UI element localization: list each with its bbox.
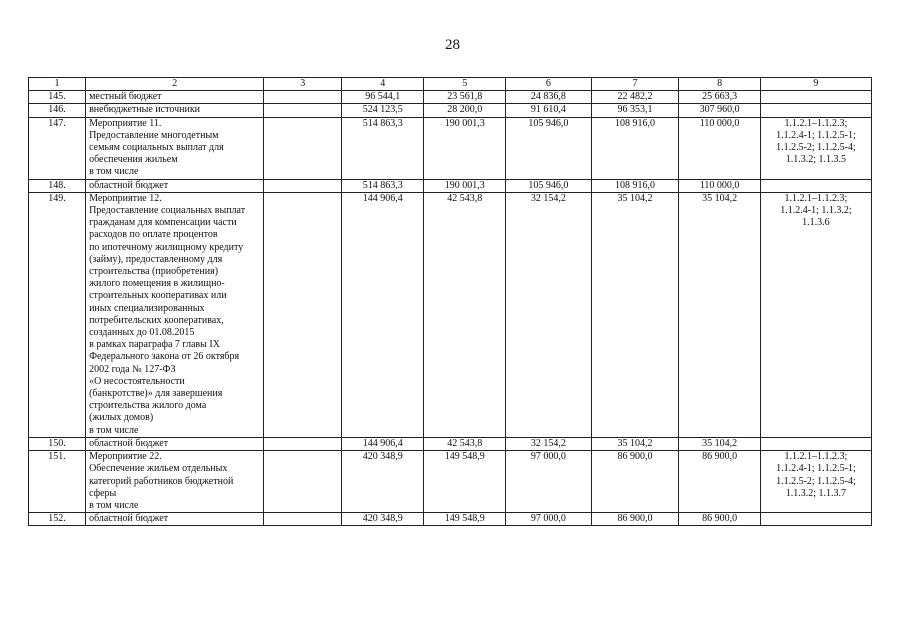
table-row: [29, 91, 872, 104]
column-header: 4: [341, 78, 424, 91]
row-value-4: 420 348,9: [341, 451, 424, 513]
row-value-8: 307 960,0: [679, 104, 761, 117]
row-references: [760, 513, 871, 526]
row-references: [760, 179, 871, 192]
row-description: местный бюджет: [86, 91, 264, 104]
row-value-6: 97 000,0: [506, 451, 592, 513]
row-value-8: 110 000,0: [679, 179, 761, 192]
row-number: 151.: [29, 451, 86, 513]
row-number: 152.: [29, 513, 86, 526]
row-references: 1.1.2.1–1.1.2.3; 1.1.2.4-1; 1.1.2.5-1; 1.1.2.5-2; 1.1.2.5-4; 1.1.3.2; 1.1.3.7: [760, 451, 871, 513]
row-description: областной бюджет: [86, 437, 264, 450]
row-column-3: [264, 192, 341, 437]
row-value-6: 91 610,4: [506, 104, 592, 117]
row-value-5: 28 200,0: [424, 104, 506, 117]
row-number: 147.: [29, 117, 86, 179]
row-value-8: 86 900,0: [679, 451, 761, 513]
row-value-6: 97 000,0: [506, 513, 592, 526]
row-value-6: 32 154,2: [506, 192, 592, 437]
row-column-3: [264, 104, 341, 117]
column-header: 5: [424, 78, 506, 91]
row-value-7: 108 916,0: [591, 179, 679, 192]
row-column-3: [264, 179, 341, 192]
table-row: [29, 437, 872, 450]
row-description: Мероприятие 11. Предоставление многодетным семьям социальных выплат для обеспечения жильем в том числе: [86, 117, 264, 179]
row-value-5: 190 001,3: [424, 179, 506, 192]
row-value-7: 86 900,0: [591, 451, 679, 513]
table-row: [29, 451, 872, 513]
row-description: Мероприятие 12. Предоставление социальных выплат гражданам для компенсации части расходов по оплате процентов по ипотечному жилищному кредиту (займу), предоставленному для строительства (приобретения) жилого помещения в жилищно- строительных кооперативах или иных специализированных потребительских кооперативах, созданных до 01.08.2015 в рамках параграфа 7 главы IX Федерального закона от 26 октября 2002 года № 127-ФЗ «О несостоятельности (банкротстве)» для завершения строительства жилого дома (жилых домов) в том числе: [86, 192, 264, 437]
table-header-row: [29, 78, 872, 91]
row-references: [760, 104, 871, 117]
row-value-7: 22 482,2: [591, 91, 679, 104]
table-row: [29, 513, 872, 526]
row-value-4: 144 906,4: [341, 437, 424, 450]
row-value-5: 23 561,8: [424, 91, 506, 104]
row-value-4: 514 863,3: [341, 117, 424, 179]
table-row: [29, 192, 872, 437]
row-references: [760, 91, 871, 104]
row-value-6: 105 946,0: [506, 117, 592, 179]
page-number: 28: [445, 37, 460, 53]
row-value-4: 144 906,4: [341, 192, 424, 437]
row-value-4: 514 863,3: [341, 179, 424, 192]
row-value-7: 35 104,2: [591, 192, 679, 437]
row-number: 150.: [29, 437, 86, 450]
row-value-5: 149 548,9: [424, 451, 506, 513]
row-description: Мероприятие 22. Обеспечение жильем отдельных категорий работников бюджетной сферы в том числе: [86, 451, 264, 513]
row-value-5: 149 548,9: [424, 513, 506, 526]
row-value-7: 96 353,1: [591, 104, 679, 117]
row-value-8: 35 104,2: [679, 437, 761, 450]
row-description: областной бюджет: [86, 513, 264, 526]
column-header: 7: [591, 78, 679, 91]
row-value-5: 42 543,8: [424, 437, 506, 450]
row-value-5: 190 001,3: [424, 117, 506, 179]
row-column-3: [264, 117, 341, 179]
table-row: [29, 179, 872, 192]
row-references: 1.1.2.1–1.1.2.3; 1.1.2.4-1; 1.1.2.5-1; 1.1.2.5-2; 1.1.2.5-4; 1.1.3.2; 1.1.3.5: [760, 117, 871, 179]
table-row: [29, 104, 872, 117]
row-column-3: [264, 437, 341, 450]
row-value-7: 86 900,0: [591, 513, 679, 526]
row-value-4: 96 544,1: [341, 91, 424, 104]
row-description: областной бюджет: [86, 179, 264, 192]
column-header: 6: [506, 78, 592, 91]
row-value-7: 108 916,0: [591, 117, 679, 179]
column-header: 8: [679, 78, 761, 91]
row-number: 145.: [29, 91, 86, 104]
row-number: 149.: [29, 192, 86, 437]
row-value-8: 25 663,3: [679, 91, 761, 104]
column-header: 3: [264, 78, 341, 91]
row-column-3: [264, 451, 341, 513]
row-value-6: 32 154,2: [506, 437, 592, 450]
row-column-3: [264, 91, 341, 104]
row-value-8: 110 000,0: [679, 117, 761, 179]
row-value-4: 420 348,9: [341, 513, 424, 526]
row-references: [760, 437, 871, 450]
row-value-8: 35 104,2: [679, 192, 761, 437]
row-value-5: 42 543,8: [424, 192, 506, 437]
row-number: 148.: [29, 179, 86, 192]
row-column-3: [264, 513, 341, 526]
column-header: 2: [86, 78, 264, 91]
row-value-6: 24 836,8: [506, 91, 592, 104]
row-value-8: 86 900,0: [679, 513, 761, 526]
row-value-4: 524 123,5: [341, 104, 424, 117]
budget-table: [28, 77, 872, 526]
row-number: 146.: [29, 104, 86, 117]
row-references: 1.1.2.1–1.1.2.3; 1.1.2.4-1; 1.1.3.2; 1.1.3.6: [760, 192, 871, 437]
row-value-7: 35 104,2: [591, 437, 679, 450]
row-description: внебюджетные источники: [86, 104, 264, 117]
column-header: 9: [760, 78, 871, 91]
column-header: 1: [29, 78, 86, 91]
row-value-6: 105 946,0: [506, 179, 592, 192]
table-row: [29, 117, 872, 179]
